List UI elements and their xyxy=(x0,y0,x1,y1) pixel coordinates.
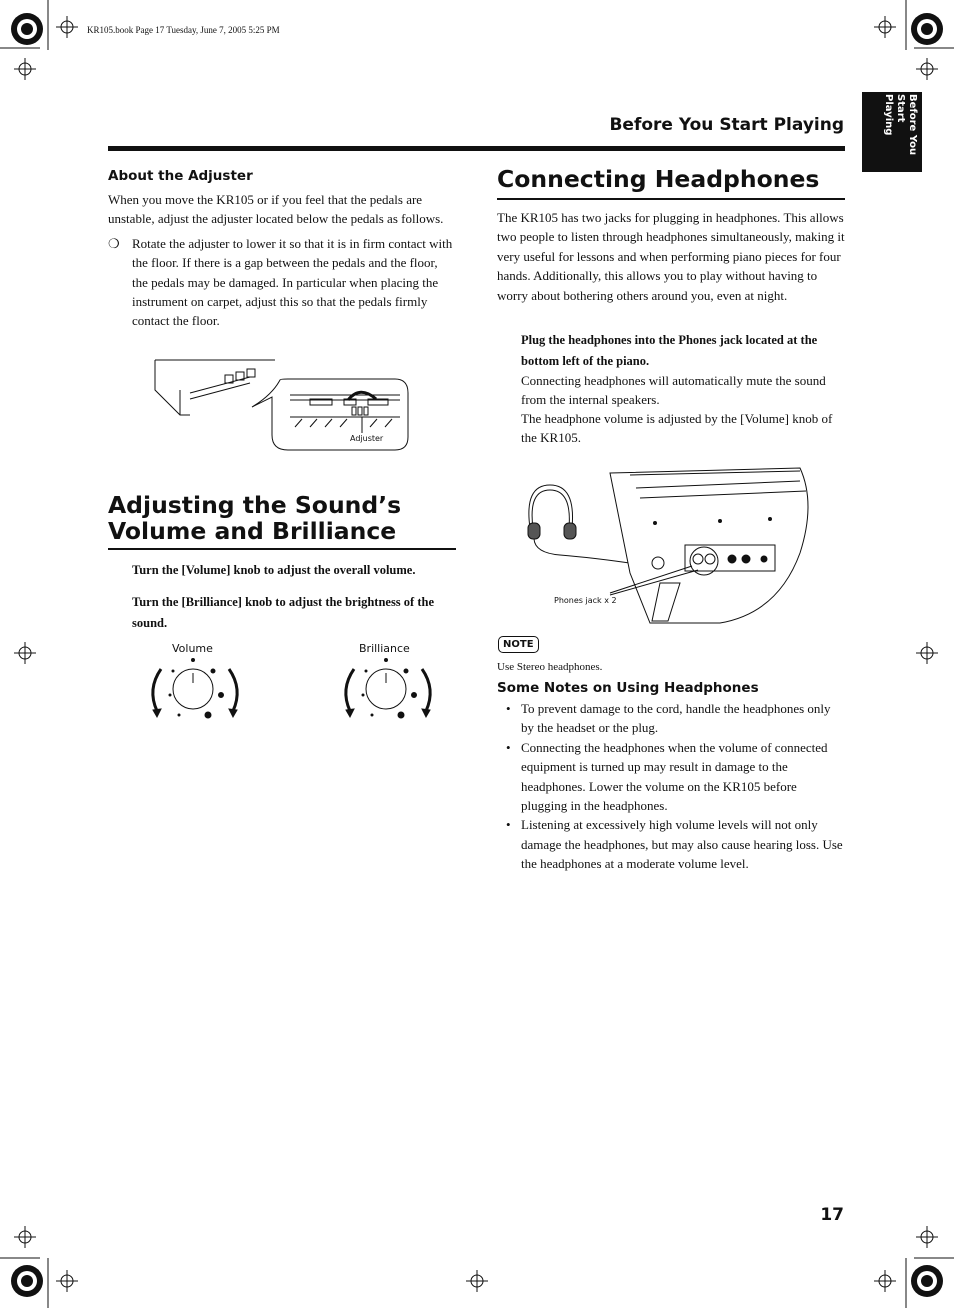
volume-section-title xyxy=(108,492,456,544)
adjuster-intro: When you move the KR105 or if you feel that the pedals are unstable, adjust the adjuster located below the pedals as follows. xyxy=(108,192,444,227)
note-badge: NOTE xyxy=(498,636,539,653)
crosshair-icon xyxy=(916,58,938,80)
side-tab[interactable] xyxy=(862,92,922,172)
volume-knob-icon[interactable] xyxy=(145,655,245,723)
bullet-symbol: ❍ xyxy=(108,235,120,251)
running-head: Before You Start Playing xyxy=(609,115,844,135)
bullet-symbol: • xyxy=(506,701,511,716)
headphone-notes-section xyxy=(497,680,845,874)
adjuster-bullet xyxy=(108,234,456,331)
crosshair-icon xyxy=(14,642,36,664)
crosshair-icon xyxy=(14,1226,36,1248)
adjuster-figure-label: Adjuster xyxy=(350,434,384,443)
volume-title-line2: Volume and Brilliance xyxy=(108,517,397,545)
crop-wheel-icon xyxy=(910,1264,944,1298)
adjuster-section xyxy=(108,168,456,331)
note-item-text: Connecting the headphones when the volume of connected equipment is turned up may result in damage to the headphones. Lower the volume on the KR105 before plugging in the headphones. xyxy=(521,739,828,814)
crosshair-icon xyxy=(874,1270,896,1292)
headphones-step-text2: The headphone volume is adjusted by the [Volume] knob of the KR105. xyxy=(521,411,833,446)
crop-wheel-icon xyxy=(10,12,44,46)
headphones-step: Plug the headphones into the Phones jack located at the bottom left of the piano. xyxy=(521,333,818,368)
crop-wheel-icon xyxy=(10,1264,44,1298)
volume-step-2: Turn the [Brilliance] knob to adjust the brightness of the sound. xyxy=(132,595,434,630)
crosshair-icon xyxy=(874,16,896,38)
brilliance-knob-icon[interactable] xyxy=(338,655,438,723)
page-number: 17 xyxy=(820,1205,844,1225)
volume-title-line1: Adjusting the Sound’s xyxy=(108,491,402,519)
crop-wheel-icon xyxy=(910,12,944,46)
brilliance-knob-label: Brilliance xyxy=(359,642,410,655)
headphones-title: Connecting Headphones xyxy=(497,165,820,193)
crosshair-icon xyxy=(56,1270,78,1292)
note-item-text: Listening at excessively high volume levels will not only damage the headphones, but may also cause hearing loss. Use the headphones at a moderate volume level. xyxy=(521,817,843,872)
volume-knob-label: Volume xyxy=(172,642,213,655)
headphones-title-rule xyxy=(497,198,845,200)
bullet-symbol: • xyxy=(506,817,511,833)
side-tab-line1: Before You xyxy=(907,94,918,156)
adjuster-bullet-text: Rotate the adjuster to lower it so that it is in firm contact with the floor. If there is a gap between the pedals and the floor, the pedals may be damaged. In particular when placing the instrument on carpet, adjust this so that the pedals firmly contact the floor. xyxy=(132,235,453,329)
note-item-text: To prevent damage to the cord, handle the headphones only by the headset or the plug. xyxy=(521,701,831,736)
crosshair-icon xyxy=(56,16,78,38)
crosshair-icon xyxy=(14,58,36,80)
headphones-intro: The KR105 has two jacks for plugging in headphones. This allows two people to listen through headphones simultaneously, making it very useful for lessons and when performing piano pieces for four hands. Additionally, this allows you to play without having to worry about bothering others around you, even at night. xyxy=(497,210,845,303)
phones-jack-label: Phones jack x 2 xyxy=(554,596,617,605)
header-rule xyxy=(108,146,845,151)
book-info: KR105.book Page 17 Tuesday, June 7, 2005 5:25 PM xyxy=(87,25,280,35)
side-tab-line2: Start Playing xyxy=(883,94,906,136)
note-text: Use Stereo headphones. xyxy=(497,661,603,673)
volume-title-rule xyxy=(108,548,456,550)
adjuster-heading: About the Adjuster xyxy=(108,168,253,184)
list-item xyxy=(497,738,845,816)
volume-step-1: Turn the [Volume] knob to adjust the overall volume. xyxy=(132,563,416,577)
crosshair-icon xyxy=(916,1226,938,1248)
crosshair-icon xyxy=(916,642,938,664)
headphones-step-text1: Connecting headphones will automatically mute the sound from the internal speakers. xyxy=(521,373,826,408)
bullet-symbol: • xyxy=(506,739,511,755)
crosshair-icon xyxy=(466,1270,488,1292)
headphone-notes-heading: Some Notes on Using Headphones xyxy=(497,680,759,696)
list-item xyxy=(497,815,845,873)
list-item xyxy=(497,699,845,738)
